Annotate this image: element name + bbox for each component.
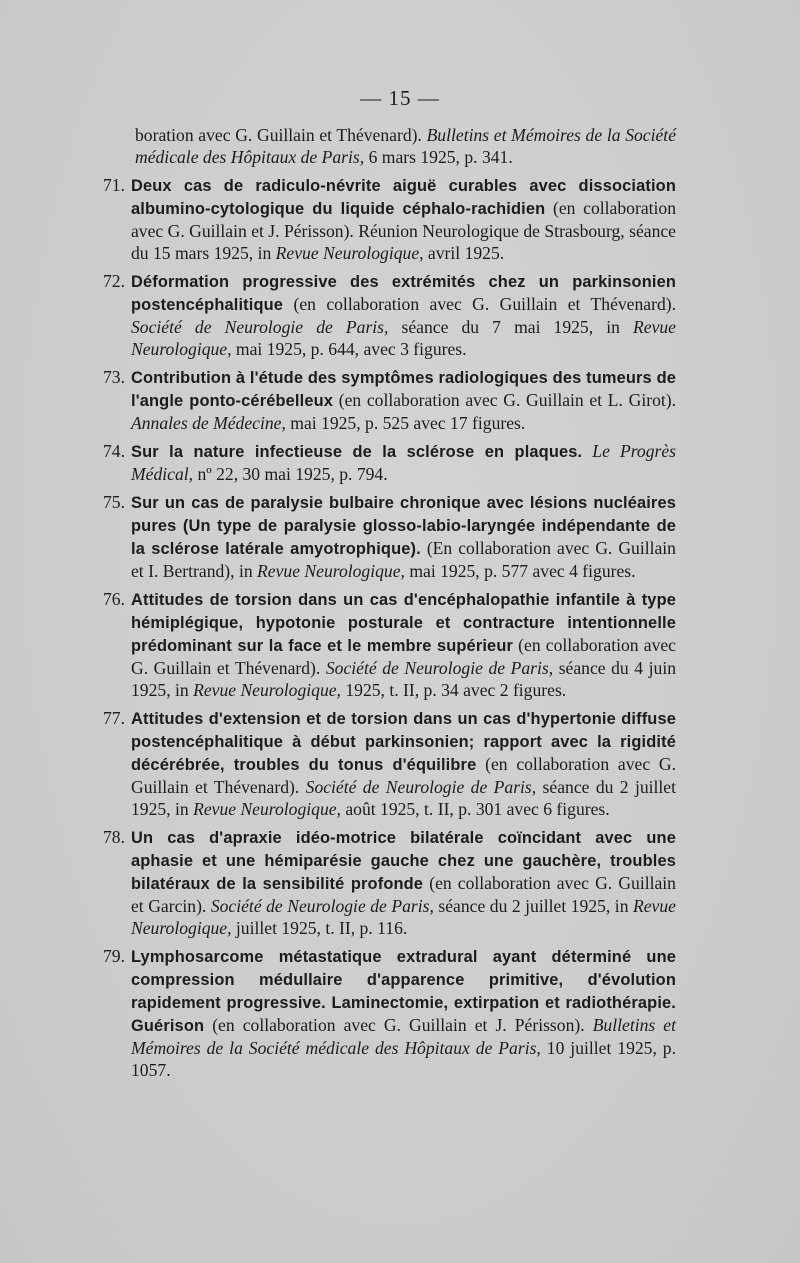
entry-text-end: nº 22, 30 mai 1925, p. 794. [193, 464, 388, 484]
entry-text: (en collaboration avec G. Guillain et Thévenard). [131, 754, 676, 797]
entry-text-end: avril 1925. [423, 243, 505, 263]
entry-text-mid: séance du 2 juillet 1925, in [433, 896, 633, 916]
entry-journal-2: Revue Neurologique, [193, 680, 341, 700]
entry-text: (en collaboration avec G. Guillain et J. Périsson). [204, 1015, 593, 1035]
entry-journal-2: Revue Neurologique, [131, 896, 676, 938]
entry-76 [88, 588, 676, 701]
entry-number: 77. [103, 708, 125, 728]
entry-journal: Société de Neurologie de Paris, [305, 777, 537, 797]
entry-number: 79. [103, 946, 125, 966]
bibliography-list [88, 124, 676, 1087]
entry-continuation [88, 124, 676, 168]
entry-title: Sur la nature infectieuse de la sclérose en plaques. [131, 443, 583, 461]
page-number: — 15 — [360, 86, 440, 110]
entry-text-end: mai 1925, p. 525 avec 17 figures. [285, 413, 526, 433]
entry-title: Attitudes de torsion dans un cas d'encéphalopathie infantile à type hémiplégique, hypotonie posturale et contracture intentionnelle prédominant sur la face et le membre supérieur [131, 591, 676, 655]
entry-text-end: 6 mars 1925, p. 341. [364, 147, 513, 167]
entry-journal: Société de Neurologie de Paris, [131, 317, 389, 337]
entry-72 [88, 270, 676, 360]
entry-journal: Société de Neurologie de Paris, [210, 896, 434, 916]
entry-78 [88, 826, 676, 939]
entry-journal: Annales de Médecine, [131, 413, 286, 433]
entry-journal: Bulletins et Mémoires de la Société médicale des Hôpitaux de Paris, [135, 125, 676, 167]
entry-title: Deux cas de radiculo-névrite aiguë curables avec dissociation albumino-cytologique du liquide céphalo-rachidien [131, 177, 676, 218]
entry-number: 78. [103, 827, 125, 847]
entry-text-mid: séance du 2 juillet 1925, in [131, 777, 676, 819]
entry-73 [88, 366, 676, 434]
entry-text-end: mai 1925, p. 577 avec 4 figures. [404, 561, 636, 581]
entry-journal: Le Progrès Médical, [131, 441, 676, 484]
entry-text: (en collaboration avec G. Guillain et L. Girot). [333, 390, 677, 410]
entry-text: (en collaboration avec G. Guillain et J. Périsson). Réunion Neurologique de Strasbourg, séance du 15 mars 1925, in [131, 198, 677, 263]
entry-journal-2: Revue Neurologique, [193, 799, 341, 819]
entry-journal: Revue Neurologique, [275, 243, 424, 263]
entry-75 [88, 491, 676, 582]
entry-text-mid: séance du 7 mai 1925, in [388, 317, 634, 337]
entry-title: Un cas d'apraxie idéo-motrice bilatérale coïncidant avec une aphasie et une hémiparésie gauche chez une gauchère, troubles bilatéraux de la sensibilité profonde [131, 829, 676, 893]
entry-text: (en collaboration avec G. Guillain et Thévenard). [131, 635, 676, 678]
entry-74 [88, 440, 676, 485]
entry-title: Sur un cas de paralysie bulbaire chronique avec lésions nucléaires pures (Un type de paralysie glosso-labio-laryngée indépendante de la sclérose latérale amyotrophique). [131, 494, 676, 558]
entry-journal: Bulletins et Mémoires de la Société médicale des Hôpitaux de Paris, [131, 1015, 676, 1058]
entry-number: 74. [103, 441, 125, 461]
entry-text: (en collaboration avec G. Guillain et Garcin). [131, 873, 676, 916]
entry-journal: Revue Neurologique, [257, 561, 405, 581]
entry-number: 76. [103, 589, 125, 609]
entry-71 [88, 174, 676, 264]
entry-79 [88, 945, 676, 1081]
entry-number: 72. [103, 271, 125, 291]
entry-title: Contribution à l'étude des symptômes radiologiques des tumeurs de l'angle ponto-cérébelleux [131, 369, 676, 410]
entry-title: Déformation progressive des extrémités chez un parkinsonien postencéphalitique [131, 273, 676, 314]
entry-text-end: juillet 1925, t. II, p. 116. [231, 918, 408, 938]
entry-number: 75. [103, 492, 125, 512]
entry-text [582, 441, 592, 461]
entry-text: (en collaboration avec G. Guillain et Thévenard). [283, 294, 676, 314]
entry-text: boration avec G. Guillain et Thévenard). [135, 125, 427, 145]
entry-text-end: mai 1925, p. 644, avec 3 figures. [231, 339, 467, 359]
entry-text-mid: séance du 4 juin 1925, in [131, 658, 677, 700]
entry-text-end: août 1925, t. II, p. 301 avec 6 figures. [340, 799, 610, 819]
entry-text-end: 10 juillet 1925, p. 1057. [131, 1038, 677, 1080]
entry-number: 71. [103, 175, 125, 195]
entry-journal-2: Revue Neurologique, [131, 317, 676, 359]
entry-77 [88, 707, 676, 820]
entry-title: Attitudes d'extension et de torsion dans un cas d'hypertonie diffuse postencéphalitique à début parkinsonien; rapport avec la rigidité décérébrée, troubles du tonus d'équilibre [131, 710, 676, 774]
entry-number: 73. [103, 367, 125, 387]
entry-title: Lymphosarcome métastatique extradural ayant déterminé une compression médullaire d'apparence primitive, d'évolution rapidement progressive. Laminectomie, extirpation et radiothérapie. Guérison [131, 948, 676, 1035]
entry-journal: Société de Neurologie de Paris, [325, 658, 554, 678]
entry-text-end: 1925, t. II, p. 34 avec 2 figures. [340, 680, 567, 700]
entry-text: (En collaboration avec G. Guillain et I. Bertrand), in [131, 538, 676, 581]
